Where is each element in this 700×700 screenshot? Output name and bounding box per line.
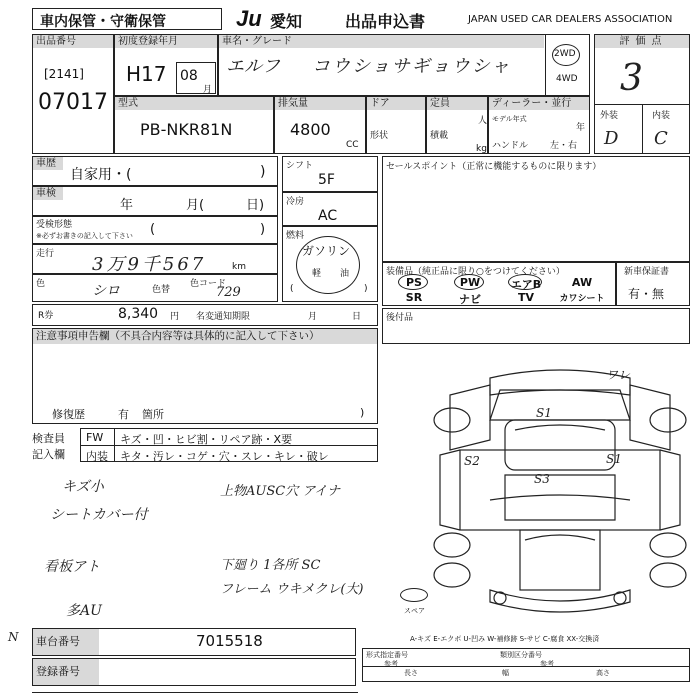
fuel-diesel: 油 (340, 269, 350, 279)
model-value: PB-NKR81N (140, 120, 233, 139)
drive-divider (545, 34, 546, 96)
mileage-label: 走行 (36, 249, 55, 259)
repair-close: ) (360, 406, 365, 419)
fuel-light: 軽 (312, 269, 322, 279)
notes-label: 注意事項申告欄（不具合内容等は具体的に記入して下さい） (33, 329, 377, 344)
recycle-label: R券 (38, 311, 54, 321)
accept-label: 受検形態 (36, 220, 73, 230)
capacity-label: 定員 (427, 97, 487, 110)
diagram-mark-s1-right: S1 (606, 452, 622, 466)
registration-label: 初度登録年月 (115, 35, 217, 48)
lot-number: 07017 (38, 90, 108, 115)
warranty-label: 新車保証書 (624, 267, 670, 277)
assoc-name: JAPAN USED CAR DEALERS ASSOCIATION (468, 14, 673, 25)
history-label: 車歴 (33, 157, 63, 170)
cert-reference-2: 参考 (540, 660, 554, 668)
history-box (32, 156, 278, 186)
repair-place: 箇所 (142, 408, 164, 421)
mileage-unit: km (232, 262, 246, 272)
equip-leather: カワシート (559, 294, 605, 304)
shape-label: 形状 (370, 131, 389, 141)
fuel-value: ガソリン (302, 244, 351, 258)
hand-note-r2: 下廻り 1各所 SC (220, 558, 321, 573)
accept-close: ) (260, 222, 266, 237)
cert-hline (362, 666, 690, 667)
lot-bracket-number: [2141] (44, 67, 84, 81)
ac-label: 冷房 (286, 197, 305, 207)
color-label: 色 (36, 279, 46, 289)
registration-month-unit: 月 (203, 85, 213, 95)
class-label: 類別区分番号 (500, 651, 542, 659)
load-unit: kg (476, 144, 487, 154)
warranty-options: 有・無 (628, 287, 665, 301)
equip-tv: TV (517, 291, 535, 304)
model-label: 型式 (115, 97, 273, 110)
score-value: 3 (620, 58, 643, 99)
cert-label: 形式指定番号 (366, 651, 408, 659)
damage-legend: A-キズ E-エクボ U-凹み W-補修跡 S-サビ C-腐食 XX-交換済 (410, 635, 600, 643)
cert-reference-1: 参考 (384, 660, 398, 668)
bottom-edge-strip (32, 692, 358, 700)
hand-note-r1: 上物AUSC穴 アイナ (220, 484, 341, 499)
equip-pw-circle (454, 274, 484, 290)
accept-open: ( (150, 222, 156, 237)
color-code: 729 (216, 285, 241, 300)
car-grade: コウショサギョウシャ (312, 56, 512, 77)
model-year-unit: 年 (576, 123, 586, 133)
interior-value: C (654, 128, 668, 149)
registration-month: 08 (180, 68, 198, 84)
spare-tire-circle (400, 588, 428, 602)
door-label: ドア (367, 97, 425, 110)
car-name: エルフ (226, 56, 280, 77)
fuel-close: ) (364, 284, 368, 294)
inspector-label1: 検査員 (32, 432, 65, 445)
truck-diagram (430, 350, 690, 620)
model-year-label: モデル年式 (492, 115, 527, 123)
equip-navi: ナビ (459, 293, 481, 306)
recycle-unit: 円 (170, 312, 180, 322)
inspector-vline (114, 428, 115, 462)
history-value: 自家用・( (70, 167, 132, 183)
exterior-label: 外装 (600, 111, 619, 121)
notice-day: 日 (352, 312, 362, 322)
capacity-unit: 人 (478, 116, 488, 126)
color-change-label: 色替 (152, 285, 171, 295)
spare-label: スペア (404, 607, 425, 615)
score-label: 評価点 (595, 35, 689, 48)
form-title: 出品申込書 (345, 12, 426, 31)
inspector-fw-text: キズ・凹・ヒビ割・リペア跡・X要 (120, 433, 293, 446)
hand-note-left-mark: N (8, 630, 19, 644)
org-name: 愛知 (270, 12, 303, 31)
length-label: 長さ (404, 669, 418, 677)
hand-note-r3: フレーム ウキメクレ(大) (220, 582, 364, 597)
fuel-label: 燃料 (286, 231, 305, 241)
mileage-value: 3万9千567 (92, 254, 207, 275)
inspector-inner-text: キタ・汚レ・コゲ・穴・スレ・キレ・破レ (120, 450, 329, 463)
drive-4wd: 4WD (556, 74, 578, 84)
storage-tag-text: 車内保管・守衛保管 (40, 14, 166, 30)
chassis-label: 車台番号 (33, 629, 99, 655)
color-value: シロ (92, 283, 120, 299)
history-close: ) (260, 164, 266, 180)
inspection-month: 月( (186, 198, 205, 213)
handle-options: 左・右 (550, 141, 578, 151)
equipment-label: 装備品（純正品に限り○をつけてください） (386, 267, 565, 277)
registration-year: H17 (126, 62, 167, 86)
inspection-day: 日) (246, 198, 265, 213)
inspection-year: 年 (120, 198, 134, 213)
notice-label: 名変通知期限 (196, 312, 251, 322)
inspector-fw: FW (86, 431, 104, 444)
diagram-mark-s3: S3 (534, 472, 550, 486)
hand-note-1: キズ小 (62, 479, 104, 495)
fuel-open: ( (290, 284, 294, 294)
equip-pw: PW (459, 276, 481, 289)
hand-note-2: シートカバー付 (50, 507, 148, 523)
equip-aw: AW (571, 276, 593, 289)
attach-label: 後付品 (386, 313, 414, 323)
displacement-unit: CC (346, 140, 359, 150)
color-code-label: 色コード (190, 279, 227, 289)
attach-box (382, 308, 690, 344)
repair-label: 修復歴 (52, 408, 85, 421)
repair-value: 有 (118, 408, 129, 421)
equip-ps: PS (406, 276, 422, 289)
car-label: 車名・グレード (219, 35, 544, 48)
diagram-mark-s1-top: S1 (536, 406, 552, 420)
regno-label: 登録番号 (33, 659, 99, 685)
equip-sr: SR (405, 291, 423, 304)
inspector-label2: 記入欄 (32, 448, 65, 461)
inspection-label: 車検 (33, 187, 63, 200)
equipment-row2 (386, 291, 614, 307)
diagram-mark-s2: S2 (464, 454, 480, 468)
displacement-label: 排気量 (275, 97, 365, 110)
height-label: 高さ (596, 669, 610, 677)
score-vdivider (642, 104, 643, 154)
interior-label: 内装 (652, 111, 671, 121)
displacement-value: 4800 (290, 120, 331, 139)
equip-airbag: エアB (510, 278, 542, 291)
load-label: 積載 (430, 131, 449, 141)
chassis-value: 7015518 (196, 632, 263, 650)
drive-2wd: 2WD (554, 49, 576, 59)
notice-month: 月 (308, 312, 318, 322)
shift-value: 5F (318, 172, 335, 188)
width-label: 幅 (502, 669, 509, 677)
hand-note-3: 看板アト (44, 559, 100, 575)
inspection-box (32, 186, 278, 216)
lot-label: 出品番号 (33, 35, 113, 48)
ju-logo: Ju (236, 6, 262, 31)
handle-label: ハンドル (492, 141, 529, 151)
equip-ps-circle (398, 274, 428, 290)
shift-label: シフト (286, 161, 314, 171)
ac-value: AC (318, 208, 338, 224)
sales-point-label: セールスポイント（正常に機能するものに限ります） (386, 162, 602, 172)
equip-airbag-circle (508, 274, 542, 290)
hand-note-4: 多AU (66, 603, 102, 619)
recycle-value: 8,340 (118, 306, 159, 322)
accept-note: ※必ずお書きの記入して下さい (36, 232, 133, 240)
diagram-mark-crack: ワレ (606, 368, 631, 382)
inspector-inner: 内装 (86, 450, 108, 463)
dealer-label: ディーラー・並行 (489, 97, 589, 110)
exterior-value: D (604, 128, 619, 149)
